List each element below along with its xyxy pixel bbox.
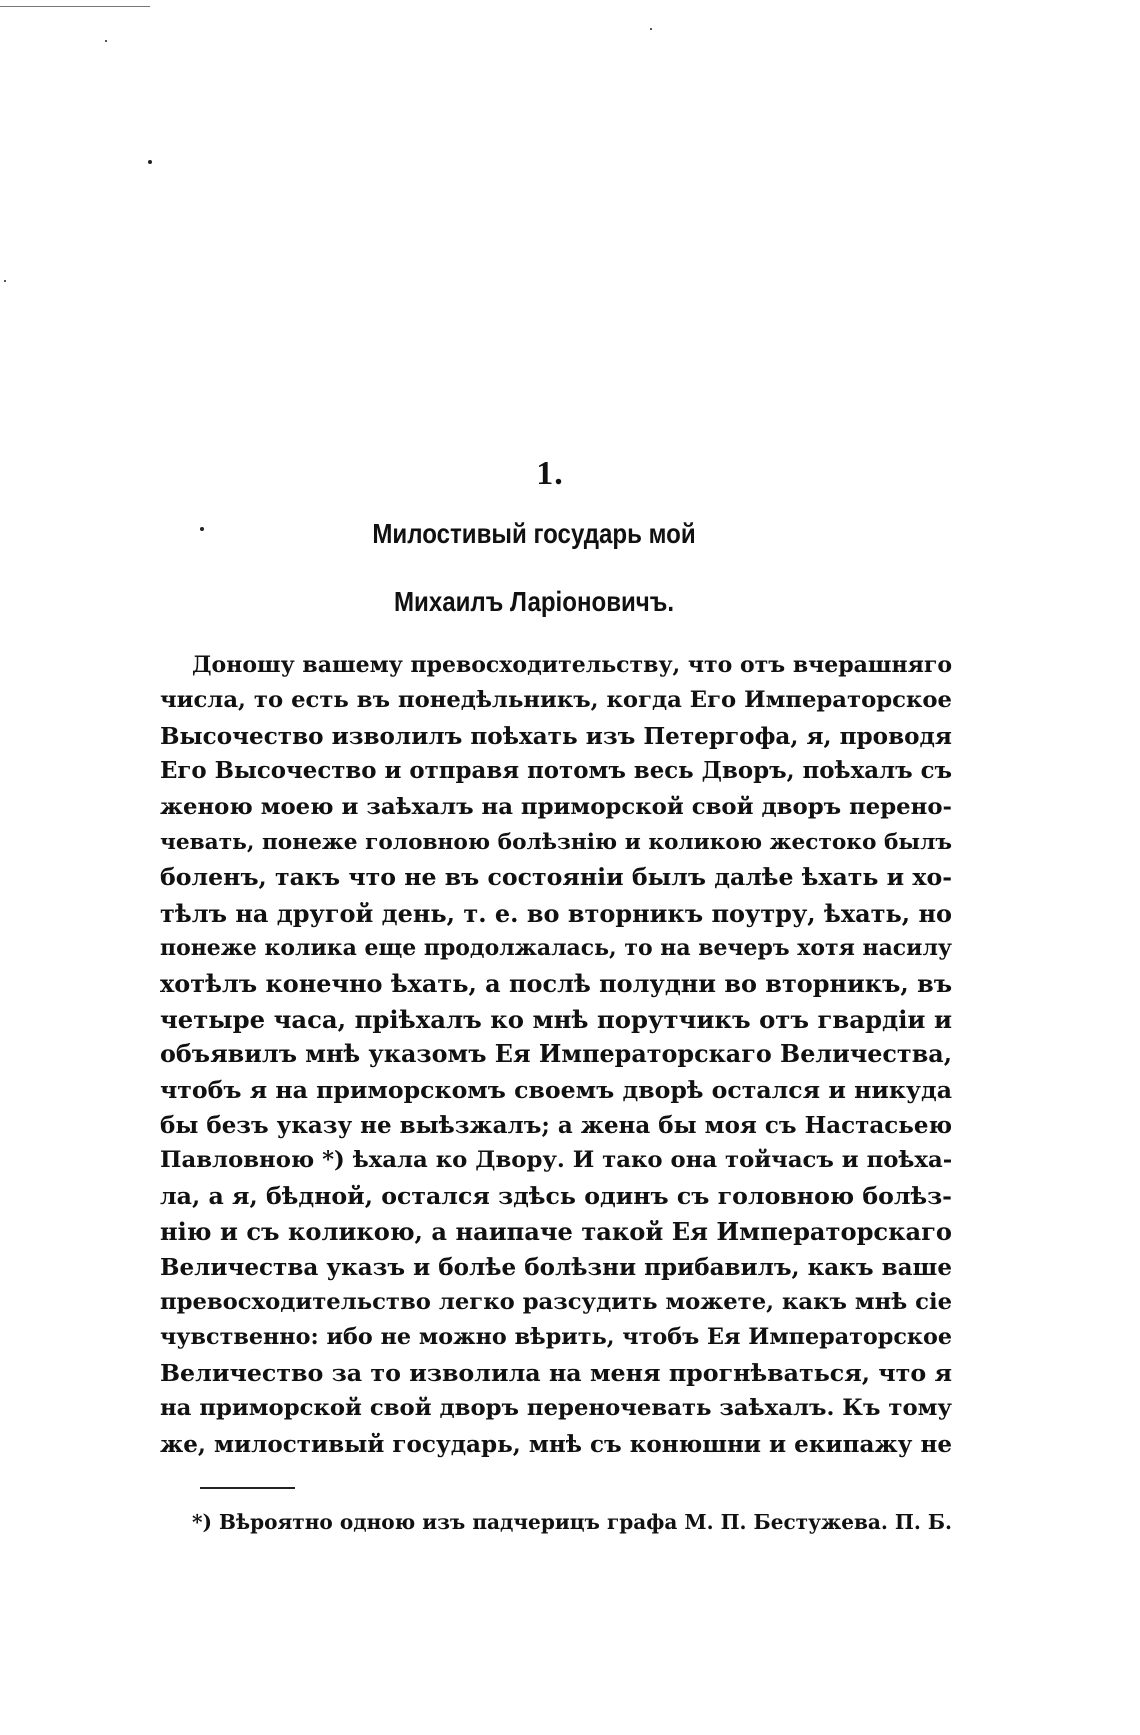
body-line: нію и съ коликою, а наипаче такой Ея Императорскаго — [160, 1217, 952, 1247]
body-line: боленъ, такъ что не въ состояніи былъ далѣе ѣхать и хо- — [160, 863, 952, 892]
body-line: превосходительство легко разсудить можете, какъ мнѣ сіе — [160, 1289, 952, 1316]
body-line: четыре часа, пріѣхалъ ко мнѣ порутчикъ отъ гвардіи и — [160, 1004, 952, 1034]
salutation-addressee: Михаилъ Ларіоновичъ. — [393, 586, 675, 617]
body-line: ла, а я, бѣдной, остался здѣсь одинъ съ головною болѣз- — [160, 1181, 952, 1210]
body-line: чувственно: ибо не можно вѣрить, чтобъ Ея Императорское — [160, 1324, 952, 1351]
body-line: Доношу вашему превосходительству, что отъ вчерашняго — [192, 652, 952, 678]
body-line: объявилъ мнѣ указомъ Ея Императорскаго Величества, — [160, 1040, 952, 1069]
salutation-line-1: Милостивый государь мой — [372, 518, 696, 549]
scan-speck — [4, 280, 6, 282]
body-line: чевать, понеже головною болѣзнію и коликою жестоко былъ — [160, 829, 952, 855]
body-line: Величество за то изволила на меня прогнѣваться, что я — [160, 1358, 952, 1387]
footnote-divider — [200, 1487, 295, 1489]
letter-body — [160, 648, 952, 1462]
body-line: Высочество изволилъ поѣхать изъ Петергофа, я, проводя — [160, 722, 952, 750]
body-line: тѣлъ на другой день, т. е. во вторникъ поутру, ѣхать, но — [160, 898, 952, 928]
body-line: же, милостивый государь, мнѣ съ конюшни и екипажу не — [160, 1430, 952, 1458]
scan-speck — [105, 40, 107, 42]
body-line: бы безъ указу не выѣзжалъ; а жена бы моя съ Настасьею — [160, 1112, 952, 1140]
body-line: числа, то есть въ понедѣльникъ, когда Его Императорское — [160, 687, 952, 714]
footnote: *) Вѣроятно одною изъ падчерицъ графа М. П. Бестужева. П. Б. — [192, 1510, 952, 1534]
body-line: чтобъ я на приморскомъ своемъ дворѣ остался и никуда — [160, 1075, 952, 1104]
body-line: Его Высочество и отправя потомъ весь Дворъ, поѣхалъ съ — [160, 758, 953, 785]
body-line: на приморской свой дворъ переночевать заѣхалъ. Къ тому — [160, 1395, 952, 1422]
body-line: понеже колика еще продолжалась, то на вечеръ хотя насилу — [160, 935, 952, 962]
body-line: хотѣлъ конечно ѣхать, а послѣ полудни во вторникъ, въ — [160, 969, 953, 998]
scan-speck — [148, 160, 152, 164]
body-line: женою моею и заѣхалъ на приморской свой дворъ перено- — [160, 793, 952, 820]
body-line: Величества указъ и болѣе болѣзни прибавилъ, какъ ваше — [160, 1253, 952, 1281]
letter-number: 1. — [536, 455, 564, 492]
top-edge-rule — [0, 6, 150, 7]
body-line: Павловною *) ѣхала ко Двору. И тако она тойчасъ и поѣха- — [160, 1147, 953, 1174]
scan-speck — [650, 28, 652, 30]
